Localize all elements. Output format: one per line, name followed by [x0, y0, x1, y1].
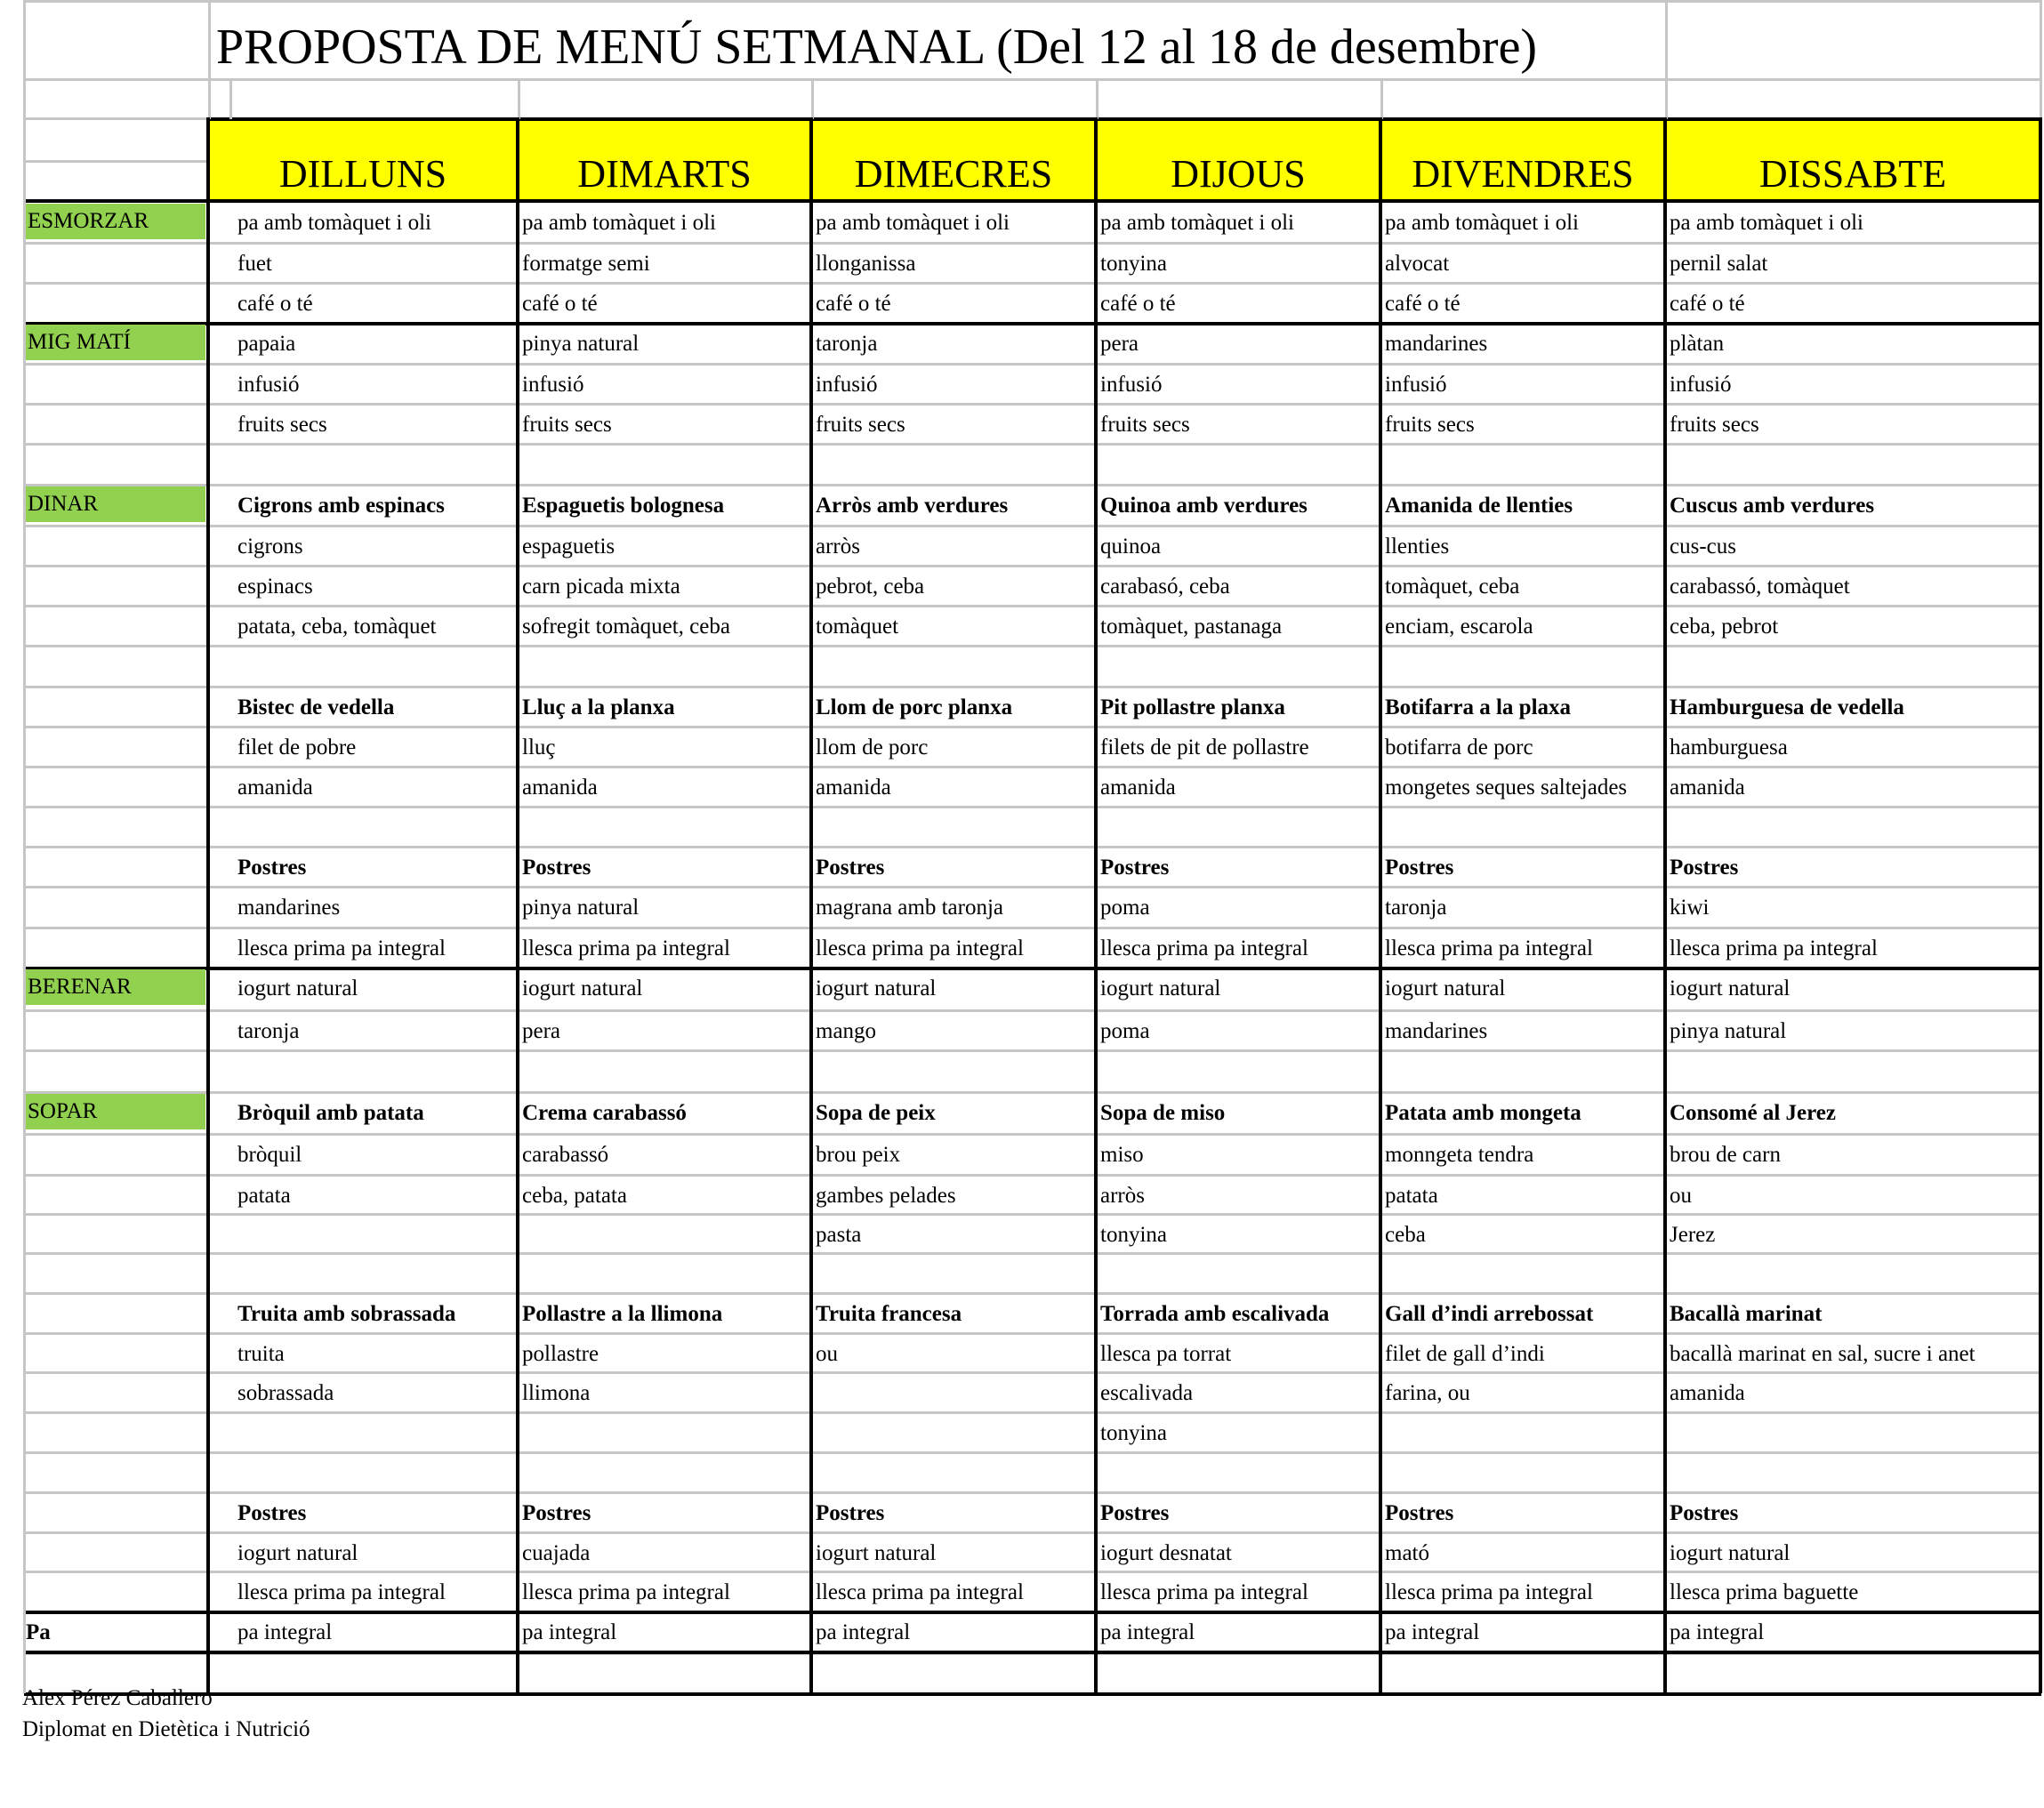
menu-cell-dissabte: llesca prima baguette	[1670, 1580, 1859, 1604]
day-header-dissabte: DISSABTE	[1758, 152, 1947, 196]
grid-hline	[24, 766, 2041, 768]
menu-cell-dissabte: pa integral	[1670, 1620, 1765, 1644]
menu-cell-dilluns: Postres	[237, 856, 307, 880]
menu-cell-dimarts: pera	[522, 1019, 561, 1043]
menu-cell-dimecres: gambes pelades	[816, 1184, 956, 1208]
menu-cell-divendres: pa amb tomàquet i oli	[1385, 211, 1580, 235]
menu-cell-dilluns: iogurt natural	[237, 976, 358, 1000]
menu-cell-divendres: farina, ou	[1385, 1381, 1470, 1405]
grid-hline	[24, 726, 2041, 728]
menu-cell-divendres: mongetes seques saltejades	[1385, 775, 1628, 800]
meal-label-pa: Pa	[26, 1620, 51, 1644]
grid-hline	[24, 1451, 2041, 1454]
menu-cell-dissabte: ceba, pebrot	[1670, 615, 1779, 639]
grid-hline	[24, 1692, 2041, 1696]
menu-cell-dissabte: amanida	[1670, 775, 1745, 800]
menu-cell-dimarts: Crema carabassó	[522, 1101, 687, 1125]
menu-cell-dissabte: Consomé al Jerez	[1670, 1101, 1836, 1125]
menu-cell-dimecres: pebrot, ceba	[816, 575, 925, 599]
grid-hline	[24, 1411, 2041, 1414]
grid-hline	[24, 1371, 2041, 1374]
day-header-dijous: DIJOUS	[1171, 152, 1306, 196]
grid-vline	[229, 78, 232, 119]
menu-cell-dimecres: Arròs amb verdures	[816, 494, 1009, 518]
menu-cell-dissabte: pinya natural	[1670, 1019, 1787, 1043]
grid-vline	[2039, 117, 2042, 1693]
menu-cell-dissabte: Postres	[1670, 1501, 1739, 1525]
menu-cell-dijous: pa amb tomàquet i oli	[1100, 211, 1295, 235]
menu-cell-dimarts: cuajada	[522, 1541, 591, 1565]
grid-vline	[1665, 0, 1668, 80]
menu-cell-divendres: tomàquet, ceba	[1385, 575, 1520, 599]
menu-cell-divendres: café o té	[1385, 292, 1461, 316]
grid-hline	[24, 1332, 2041, 1335]
grid-hline	[24, 806, 2041, 808]
grid-vline	[1094, 117, 1098, 1693]
grid-hline	[24, 0, 2041, 3]
menu-cell-dilluns: pa amb tomàquet i oli	[237, 211, 432, 235]
grid-vline	[809, 117, 813, 1693]
grid-hline	[24, 605, 2041, 607]
menu-cell-divendres: patata	[1385, 1184, 1438, 1208]
menu-cell-divendres: botifarra de porc	[1385, 735, 1533, 759]
menu-cell-dissabte: cus-cus	[1670, 534, 1736, 558]
grid-hline	[24, 322, 2041, 325]
menu-cell-dissabte: plàtan	[1670, 332, 1725, 356]
author-name: Alex Pérez Caballero	[22, 1686, 213, 1710]
menu-cell-dissabte: infusió	[1670, 373, 1732, 397]
menu-cell-dijous: llesca prima pa integral	[1100, 1580, 1308, 1604]
menu-cell-divendres: mandarines	[1385, 1019, 1488, 1043]
menu-cell-dimecres: llesca prima pa integral	[816, 1580, 1024, 1604]
menu-cell-dimecres: taronja	[816, 332, 878, 356]
meal-label-dinar: DINAR	[26, 486, 205, 522]
grid-hline	[24, 1049, 2041, 1052]
menu-cell-dimarts: llimona	[522, 1381, 591, 1405]
grid-hline	[24, 846, 2041, 848]
menu-cell-dilluns: Bistec de vedella	[237, 695, 395, 719]
menu-cell-dimecres: brou peix	[816, 1143, 901, 1167]
menu-cell-dimecres: Truita francesa	[816, 1302, 962, 1326]
menu-cell-divendres: Postres	[1385, 1501, 1454, 1525]
menu-cell-dimecres: fruits secs	[816, 413, 905, 437]
menu-cell-dilluns: patata, ceba, tomàquet	[237, 615, 437, 639]
menu-cell-dilluns: café o té	[237, 292, 313, 316]
menu-cell-divendres: taronja	[1385, 896, 1447, 920]
menu-cell-dilluns: fuet	[237, 252, 272, 276]
menu-cell-dimecres: Postres	[816, 1501, 885, 1525]
day-header-dimarts: DIMARTS	[577, 152, 752, 196]
grid-hline	[206, 117, 2042, 121]
grid-hline	[24, 1491, 2041, 1494]
grid-hline	[24, 525, 2041, 527]
menu-cell-divendres: llesca prima pa integral	[1385, 1580, 1593, 1604]
menu-cell-dilluns: Bròquil amb patata	[237, 1101, 424, 1125]
menu-cell-dimecres: pa integral	[816, 1620, 911, 1644]
menu-cell-dijous: Pit pollastre planxa	[1100, 695, 1285, 719]
grid-hline	[24, 403, 2041, 406]
menu-cell-dilluns: truita	[237, 1342, 285, 1366]
menu-cell-dimarts: pa amb tomàquet i oli	[522, 211, 717, 235]
menu-cell-dilluns: patata	[237, 1184, 291, 1208]
menu-cell-divendres: llenties	[1385, 534, 1450, 558]
menu-cell-dilluns: llesca prima pa integral	[237, 936, 446, 960]
menu-cell-dimecres: tomàquet	[816, 615, 899, 639]
menu-cell-dissabte: ou	[1670, 1184, 1692, 1208]
grid-hline	[24, 1531, 2041, 1534]
grid-hline	[24, 443, 2041, 446]
menu-cell-dilluns: pa integral	[237, 1620, 333, 1644]
menu-cell-dissabte: amanida	[1670, 1381, 1745, 1405]
menu-cell-dijous: tonyina	[1100, 1223, 1167, 1247]
menu-cell-dimarts: espaguetis	[522, 534, 616, 558]
menu-cell-dissabte: carabassó, tomàquet	[1670, 575, 1850, 599]
menu-cell-dimecres: llom de porc	[816, 735, 929, 759]
menu-cell-dijous: quinoa	[1100, 534, 1162, 558]
menu-cell-dimarts: Espaguetis bolognesa	[522, 494, 725, 518]
day-header-dimecres: DIMECRES	[854, 152, 1053, 196]
grid-vline	[206, 117, 210, 1693]
menu-cell-dissabte: hamburguesa	[1670, 735, 1788, 759]
menu-cell-dijous: tonyina	[1100, 1421, 1167, 1445]
day-header-dilluns: DILLUNS	[278, 152, 447, 196]
menu-cell-dilluns: papaia	[237, 332, 296, 356]
menu-cell-dilluns: bròquil	[237, 1143, 302, 1167]
grid-hline	[24, 1611, 2041, 1614]
grid-hline	[24, 686, 2041, 688]
menu-cell-dijous: poma	[1100, 1019, 1150, 1043]
menu-cell-dimarts: pinya natural	[522, 332, 640, 356]
menu-cell-dilluns: Cigrons amb espinacs	[237, 494, 445, 518]
menu-cell-dimarts: ceba, patata	[522, 1184, 627, 1208]
author-role: Diplomat en Dietètica i Nutrició	[22, 1717, 310, 1741]
menu-cell-dimecres: arròs	[816, 534, 860, 558]
menu-cell-dissabte: llesca prima pa integral	[1670, 936, 1878, 960]
menu-cell-dijous: miso	[1100, 1143, 1144, 1167]
menu-cell-dijous: tomàquet, pastanaga	[1100, 615, 1283, 639]
menu-cell-dissabte: Cuscus amb verdures	[1670, 494, 1875, 518]
menu-cell-dissabte: kiwi	[1670, 896, 1710, 920]
menu-cell-dijous: llesca prima pa integral	[1100, 936, 1308, 960]
grid-hline	[24, 1292, 2041, 1295]
grid-hline	[24, 484, 2041, 486]
grid-vline	[1379, 117, 1382, 1693]
grid-vline	[2040, 0, 2042, 119]
menu-cell-dilluns: Postres	[237, 1501, 307, 1525]
grid-hline	[24, 1651, 2041, 1654]
menu-cell-dijous: Quinoa amb verdures	[1100, 494, 1308, 518]
menu-cell-divendres: ceba	[1385, 1223, 1426, 1247]
menu-cell-dilluns: fruits secs	[237, 413, 327, 437]
menu-cell-divendres: alvocat	[1385, 252, 1450, 276]
meal-label-sopar: SOPAR	[26, 1094, 205, 1129]
menu-cell-dimecres: Sopa de peix	[816, 1101, 936, 1125]
menu-cell-dilluns: espinacs	[237, 575, 313, 599]
menu-cell-dilluns: taronja	[237, 1019, 300, 1043]
menu-cell-dilluns: filet de pobre	[237, 735, 357, 759]
grid-hline	[24, 1174, 2041, 1177]
menu-cell-dissabte: Bacallà marinat	[1670, 1302, 1823, 1326]
menu-cell-dijous: escalivada	[1100, 1381, 1194, 1405]
menu-cell-dimecres: llesca prima pa integral	[816, 936, 1024, 960]
menu-cell-dijous: infusió	[1100, 373, 1163, 397]
grid-hline	[24, 1091, 2041, 1094]
menu-cell-dimecres: iogurt natural	[816, 1541, 937, 1565]
menu-cell-divendres: Patata amb mongeta	[1385, 1101, 1581, 1125]
menu-cell-dimarts: Postres	[522, 1501, 591, 1525]
grid-vline	[1663, 117, 1667, 1693]
menu-cell-divendres: filet de gall d’indi	[1385, 1342, 1545, 1366]
menu-cell-dissabte: bacallà marinat en sal, sucre i anet	[1670, 1342, 1976, 1366]
menu-cell-dissabte: Hamburguesa de vedella	[1670, 695, 1904, 719]
menu-cell-dijous: café o té	[1100, 292, 1176, 316]
menu-cell-dimarts: infusió	[522, 373, 584, 397]
menu-cell-dijous: iogurt natural	[1100, 976, 1221, 1000]
menu-cell-dimecres: pasta	[816, 1223, 862, 1247]
menu-cell-dimecres: Llom de porc planxa	[816, 695, 1013, 719]
menu-cell-dissabte: Postres	[1670, 856, 1739, 880]
menu-cell-dimarts: Lluç a la planxa	[522, 695, 675, 719]
grid-vline	[811, 78, 814, 119]
menu-cell-dimecres: iogurt natural	[816, 976, 937, 1000]
menu-cell-dissabte: café o té	[1670, 292, 1745, 316]
grid-hline	[24, 927, 2041, 929]
menu-cell-divendres: infusió	[1385, 373, 1447, 397]
menu-cell-dimarts: lluç	[522, 735, 556, 759]
menu-cell-dimarts: pinya natural	[522, 896, 640, 920]
menu-cell-dimarts: sofregit tomàquet, ceba	[522, 615, 730, 639]
grid-hline	[24, 645, 2041, 647]
menu-cell-dimarts: pollastre	[522, 1342, 600, 1366]
meal-label-esmorzar: ESMORZAR	[26, 204, 205, 239]
menu-cell-dijous: pera	[1100, 332, 1139, 356]
grid-vline	[1096, 78, 1098, 119]
menu-cell-dimarts: pa integral	[522, 1620, 617, 1644]
menu-cell-divendres: enciam, escarola	[1385, 615, 1533, 639]
menu-cell-dijous: llesca pa torrat	[1100, 1342, 1232, 1366]
menu-cell-dimecres: café o té	[816, 292, 891, 316]
menu-cell-dijous: arròs	[1100, 1184, 1145, 1208]
menu-cell-divendres: Gall d’indi arrebossat	[1385, 1302, 1594, 1326]
menu-cell-dijous: tonyina	[1100, 252, 1167, 276]
grid-vline	[1380, 78, 1383, 119]
menu-cell-divendres: monngeta tendra	[1385, 1143, 1534, 1167]
menu-cell-dimarts: fruits secs	[522, 413, 612, 437]
menu-cell-dilluns: amanida	[237, 775, 313, 800]
menu-cell-dilluns: iogurt natural	[237, 1541, 358, 1565]
grid-hline	[24, 886, 2041, 888]
menu-cell-dimecres: pa amb tomàquet i oli	[816, 211, 1010, 235]
grid-hline	[24, 565, 2041, 567]
grid-vline	[23, 0, 26, 1693]
grid-hline	[24, 967, 2041, 970]
menu-cell-divendres: Postres	[1385, 856, 1454, 880]
menu-cell-dimarts: amanida	[522, 775, 598, 800]
menu-cell-dijous: Torrada amb escalivada	[1100, 1302, 1330, 1326]
menu-cell-dimarts: carabassó	[522, 1143, 609, 1167]
menu-cell-divendres: Amanida de llenties	[1385, 494, 1573, 518]
menu-cell-dissabte: iogurt natural	[1670, 1541, 1791, 1565]
menu-cell-dimarts: carn picada mixta	[522, 575, 680, 599]
grid-hline	[24, 1571, 2041, 1573]
menu-cell-dimarts: llesca prima pa integral	[522, 1580, 730, 1604]
meal-label-mig-mati: MIG MATÍ	[26, 325, 205, 360]
grid-hline	[24, 363, 2041, 366]
menu-cell-dissabte: pernil salat	[1670, 252, 1768, 276]
menu-cell-divendres: fruits secs	[1385, 413, 1475, 437]
menu-cell-divendres: iogurt natural	[1385, 976, 1506, 1000]
menu-cell-dimarts: Postres	[522, 856, 591, 880]
meal-label-berenar: BERENAR	[26, 969, 205, 1005]
menu-cell-dimecres: mango	[816, 1019, 877, 1043]
menu-cell-dilluns: Truita amb sobrassada	[237, 1302, 456, 1326]
grid-hline	[24, 199, 2041, 203]
menu-cell-divendres: mandarines	[1385, 332, 1488, 356]
grid-hline	[24, 1009, 2041, 1012]
grid-hline	[24, 78, 2041, 81]
menu-cell-dijous: Sopa de miso	[1100, 1101, 1226, 1125]
menu-cell-dissabte: pa amb tomàquet i oli	[1670, 211, 1864, 235]
menu-cell-dijous: fruits secs	[1100, 413, 1190, 437]
menu-cell-dilluns: sobrassada	[237, 1381, 334, 1405]
grid-vline	[518, 78, 520, 119]
menu-cell-dimecres: magrana amb taronja	[816, 896, 1004, 920]
menu-cell-divendres: pa integral	[1385, 1620, 1480, 1644]
menu-cell-dimecres: amanida	[816, 775, 891, 800]
menu-cell-divendres: llesca prima pa integral	[1385, 936, 1593, 960]
menu-cell-dimarts: café o té	[522, 292, 598, 316]
menu-cell-dilluns: llesca prima pa integral	[237, 1580, 446, 1604]
menu-cell-dijous: pa integral	[1100, 1620, 1195, 1644]
menu-cell-dissabte: fruits secs	[1670, 413, 1759, 437]
menu-cell-dijous: filets de pit de pollastre	[1100, 735, 1309, 759]
grid-hline	[24, 242, 2041, 245]
menu-cell-divendres: mató	[1385, 1541, 1429, 1565]
menu-cell-dimecres: llonganissa	[816, 252, 916, 276]
grid-hline	[24, 282, 2041, 285]
menu-cell-dilluns: infusió	[237, 373, 300, 397]
day-header-divendres: DIVENDRES	[1412, 152, 1634, 196]
menu-cell-divendres: Botifarra a la plaxa	[1385, 695, 1572, 719]
menu-cell-dimecres: infusió	[816, 373, 878, 397]
grid-vline	[516, 117, 519, 1693]
menu-cell-dimarts: llesca prima pa integral	[522, 936, 730, 960]
menu-cell-dimecres: ou	[816, 1342, 838, 1366]
grid-hline	[24, 1213, 2041, 1216]
page-title: PROPOSTA DE MENÚ SETMANAL (Del 12 al 18 de desembre)	[216, 20, 1538, 75]
menu-cell-dijous: Postres	[1100, 856, 1170, 880]
grid-hline	[24, 160, 208, 163]
menu-cell-dissabte: Jerez	[1670, 1223, 1716, 1247]
menu-cell-dijous: amanida	[1100, 775, 1176, 800]
grid-vline	[1665, 78, 1668, 119]
menu-cell-dilluns: mandarines	[237, 896, 341, 920]
menu-cell-dijous: iogurt desnatat	[1100, 1541, 1232, 1565]
menu-cell-dimarts: iogurt natural	[522, 976, 643, 1000]
grid-hline	[24, 1133, 2041, 1136]
menu-cell-dilluns: cigrons	[237, 534, 303, 558]
menu-cell-dissabte: brou de carn	[1670, 1143, 1781, 1167]
grid-hline	[24, 1252, 2041, 1255]
menu-cell-dijous: Postres	[1100, 1501, 1170, 1525]
menu-cell-dissabte: iogurt natural	[1670, 976, 1791, 1000]
menu-cell-dijous: carabasó, ceba	[1100, 575, 1230, 599]
menu-cell-dimarts: formatge semi	[522, 252, 650, 276]
grid-vline	[208, 0, 211, 119]
menu-cell-dijous: poma	[1100, 896, 1150, 920]
menu-cell-dimarts: Pollastre a la llimona	[522, 1302, 723, 1326]
menu-cell-dimecres: Postres	[816, 856, 885, 880]
